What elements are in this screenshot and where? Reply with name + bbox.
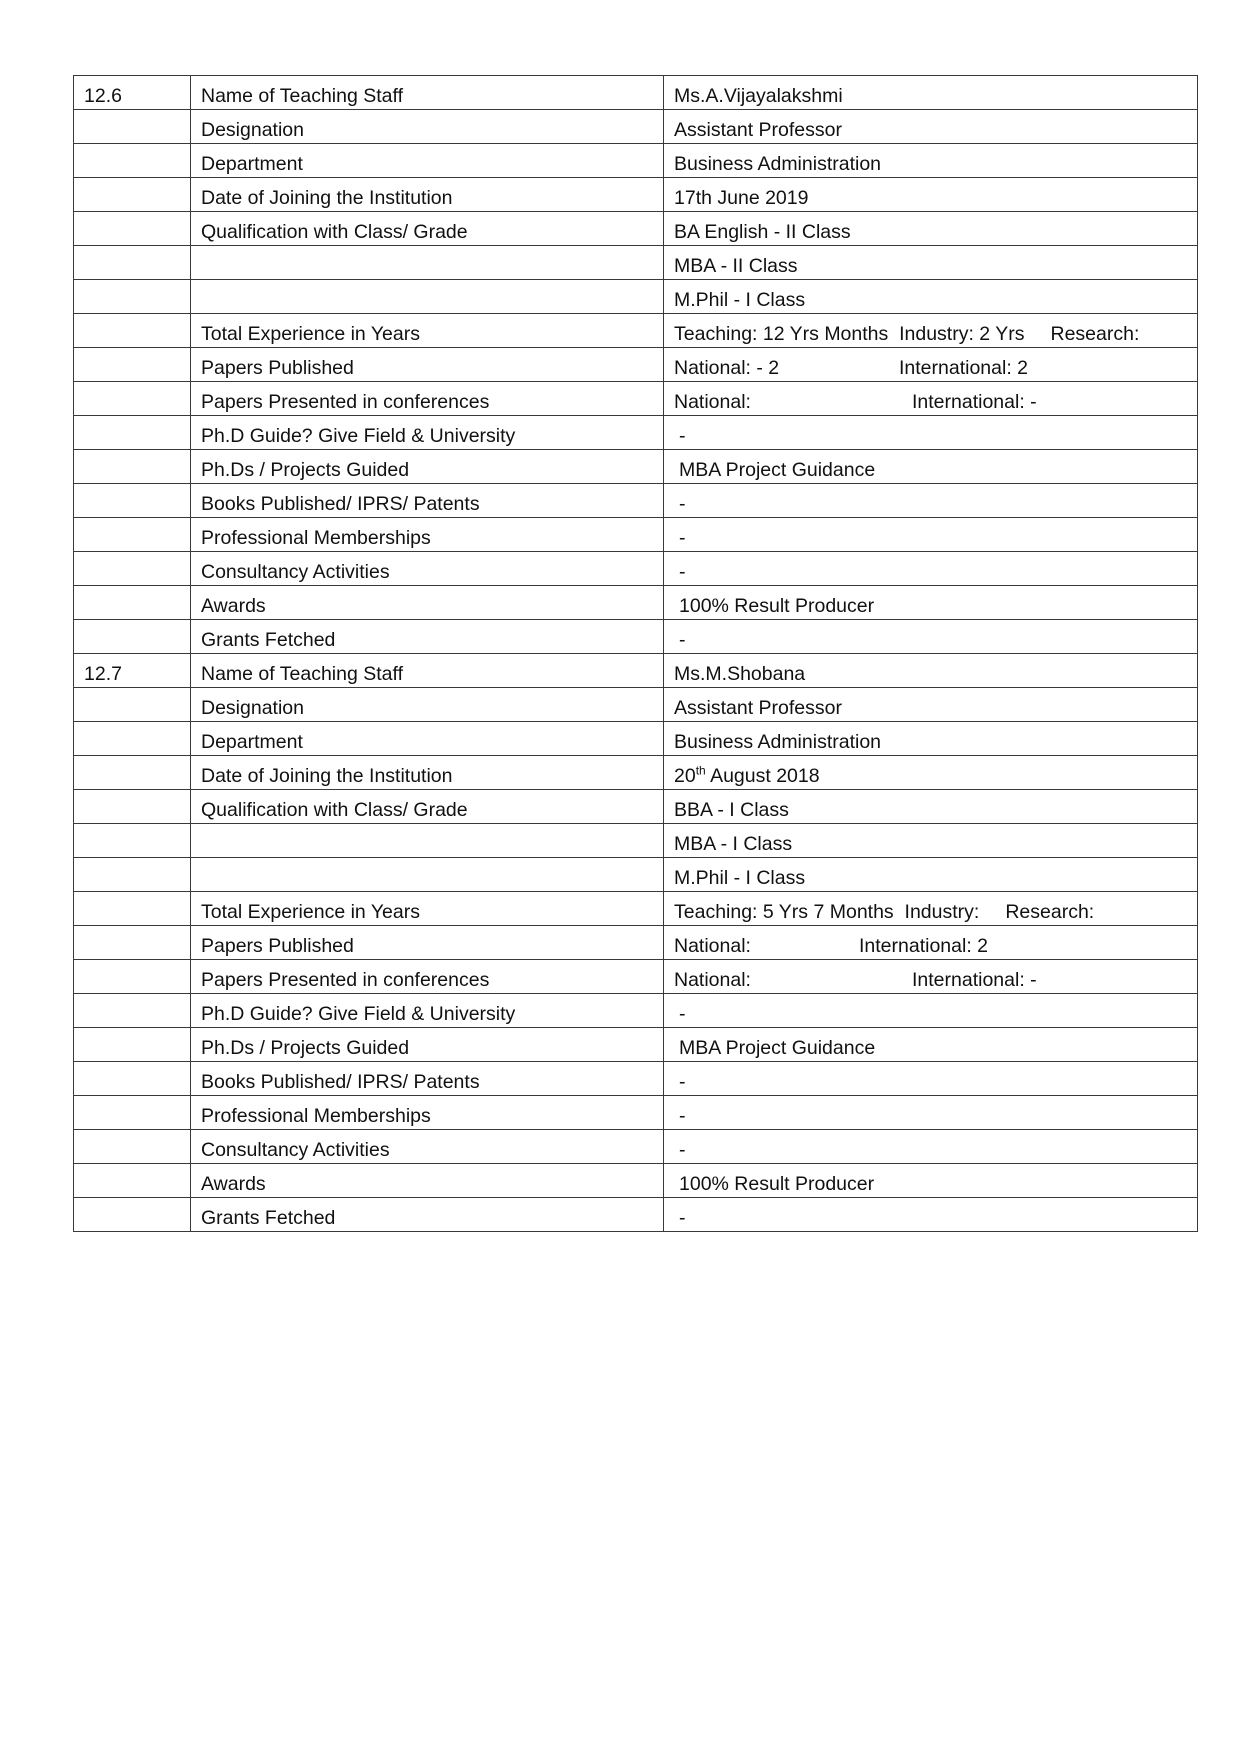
papers-presented-national: National: xyxy=(674,391,751,413)
table-row xyxy=(74,1130,1198,1164)
table-row xyxy=(74,1096,1198,1130)
table-row xyxy=(74,824,1198,858)
projects-guided-value: MBA Project Guidance xyxy=(664,1028,1198,1062)
table-row xyxy=(74,654,1198,688)
table-row xyxy=(74,960,1198,994)
table-row xyxy=(74,1164,1198,1198)
row-label: Ph.Ds / Projects Guided xyxy=(191,450,664,484)
table-row xyxy=(74,620,1198,654)
memberships-value: - xyxy=(664,518,1198,552)
papers-presented-international: International: - xyxy=(912,391,1037,413)
table-row xyxy=(74,450,1198,484)
row-label: Professional Memberships xyxy=(191,518,664,552)
staff-name: Ms.A.Vijayalakshmi xyxy=(664,76,1198,110)
designation-value: Assistant Professor xyxy=(664,688,1198,722)
table-row xyxy=(74,280,1198,314)
table-row xyxy=(74,858,1198,892)
row-label: Papers Published xyxy=(191,926,664,960)
table-row xyxy=(74,790,1198,824)
table-row xyxy=(74,994,1198,1028)
row-label: Name of Teaching Staff xyxy=(191,654,664,688)
table-row xyxy=(74,76,1198,110)
joining-date-value xyxy=(664,178,1198,212)
row-label: Ph.Ds / Projects Guided xyxy=(191,1028,664,1062)
table-row xyxy=(74,348,1198,382)
consultancy-value: - xyxy=(664,1130,1198,1164)
row-label: Consultancy Activities xyxy=(191,552,664,586)
experience-value xyxy=(664,314,1198,348)
table-row xyxy=(74,212,1198,246)
experience-industry: Industry: xyxy=(904,901,980,923)
qualification-value: M.Phil - I Class xyxy=(664,858,1198,892)
designation-value: Assistant Professor xyxy=(664,110,1198,144)
row-label: Name of Teaching Staff xyxy=(191,76,664,110)
row-label: Designation xyxy=(191,688,664,722)
row-label: Grants Fetched xyxy=(191,620,664,654)
awards-value: 100% Result Producer xyxy=(664,586,1198,620)
grants-value: - xyxy=(664,1198,1198,1232)
memberships-value: - xyxy=(664,1096,1198,1130)
row-label: Total Experience in Years xyxy=(191,892,664,926)
phd-guide-value: - xyxy=(664,994,1198,1028)
row-label: Department xyxy=(191,144,664,178)
row-label: Qualification with Class/ Grade xyxy=(191,212,664,246)
row-label: Books Published/ IPRS/ Patents xyxy=(191,1062,664,1096)
staff-name: Ms.M.Shobana xyxy=(664,654,1198,688)
table-row xyxy=(74,416,1198,450)
papers-published-international: International: 2 xyxy=(899,357,1029,379)
books-value: - xyxy=(664,1062,1198,1096)
row-label: Books Published/ IPRS/ Patents xyxy=(191,484,664,518)
table-row xyxy=(74,586,1198,620)
row-label: Date of Joining the Institution xyxy=(191,178,664,212)
table-row xyxy=(74,144,1198,178)
experience-value xyxy=(664,892,1198,926)
staff-number: 12.6 xyxy=(74,76,191,110)
row-label: Consultancy Activities xyxy=(191,1130,664,1164)
qualification-value: MBA - II Class xyxy=(664,246,1198,280)
table-row xyxy=(74,1028,1198,1062)
papers-presented-national: National: xyxy=(674,969,751,991)
papers-presented-international: International: - xyxy=(912,969,1037,991)
department-value: Business Administration xyxy=(664,144,1198,178)
row-label: Awards xyxy=(191,586,664,620)
qualification-value: M.Phil - I Class xyxy=(664,280,1198,314)
joining-month-year: June 2019 xyxy=(717,187,809,209)
grants-value: - xyxy=(664,620,1198,654)
books-value: - xyxy=(664,484,1198,518)
table-row xyxy=(74,926,1198,960)
table-row xyxy=(74,688,1198,722)
joining-month-year: August 2018 xyxy=(710,765,820,787)
qualification-value: BA English - II Class xyxy=(664,212,1198,246)
phd-guide-value: - xyxy=(664,416,1198,450)
row-label: Professional Memberships xyxy=(191,1096,664,1130)
row-label: Department xyxy=(191,722,664,756)
papers-published-international: International: 2 xyxy=(859,935,989,957)
row-label: Papers Presented in conferences xyxy=(191,960,664,994)
joining-day: 17th xyxy=(674,187,712,209)
document-page xyxy=(73,75,1198,1232)
joining-date-value xyxy=(664,756,1198,790)
staff-number: 12.7 xyxy=(74,654,191,688)
experience-industry: Industry: 2 Yrs xyxy=(899,323,1025,345)
papers-published-national: National: xyxy=(674,935,751,957)
row-label: Designation xyxy=(191,110,664,144)
row-label: Grants Fetched xyxy=(191,1198,664,1232)
row-label: Papers Published xyxy=(191,348,664,382)
papers-published-national: National: - 2 xyxy=(674,357,780,379)
table-row xyxy=(74,246,1198,280)
experience-teaching: Teaching: 5 Yrs 7 Months xyxy=(674,901,894,923)
row-label: Ph.D Guide? Give Field & University xyxy=(191,994,664,1028)
table-row xyxy=(74,314,1198,348)
experience-research: Research: xyxy=(1050,323,1140,345)
projects-guided-value: MBA Project Guidance xyxy=(664,450,1198,484)
table-row xyxy=(74,892,1198,926)
table-row xyxy=(74,178,1198,212)
papers-published-value xyxy=(664,926,1198,960)
table-row xyxy=(74,1062,1198,1096)
table-row xyxy=(74,722,1198,756)
table-row xyxy=(74,518,1198,552)
table-row xyxy=(74,1198,1198,1232)
papers-published-value xyxy=(664,348,1198,382)
table-row xyxy=(74,110,1198,144)
row-label: Date of Joining the Institution xyxy=(191,756,664,790)
teaching-staff-table xyxy=(73,75,1198,1232)
experience-teaching: Teaching: 12 Yrs Months xyxy=(674,323,889,345)
department-value: Business Administration xyxy=(664,722,1198,756)
table-row xyxy=(74,484,1198,518)
row-label: Papers Presented in conferences xyxy=(191,382,664,416)
consultancy-value: - xyxy=(664,552,1198,586)
row-label: Qualification with Class/ Grade xyxy=(191,790,664,824)
joining-day: 20 xyxy=(674,765,696,787)
table-row xyxy=(74,756,1198,790)
papers-presented-value xyxy=(664,382,1198,416)
papers-presented-value xyxy=(664,960,1198,994)
qualification-value: BBA - I Class xyxy=(664,790,1198,824)
joining-day-suffix: th xyxy=(695,763,706,778)
row-label: Ph.D Guide? Give Field & University xyxy=(191,416,664,450)
row-label: Total Experience in Years xyxy=(191,314,664,348)
experience-research: Research: xyxy=(1005,901,1095,923)
row-label: Awards xyxy=(191,1164,664,1198)
table-row xyxy=(74,552,1198,586)
awards-value: 100% Result Producer xyxy=(664,1164,1198,1198)
qualification-value: MBA - I Class xyxy=(664,824,1198,858)
table-row xyxy=(74,382,1198,416)
